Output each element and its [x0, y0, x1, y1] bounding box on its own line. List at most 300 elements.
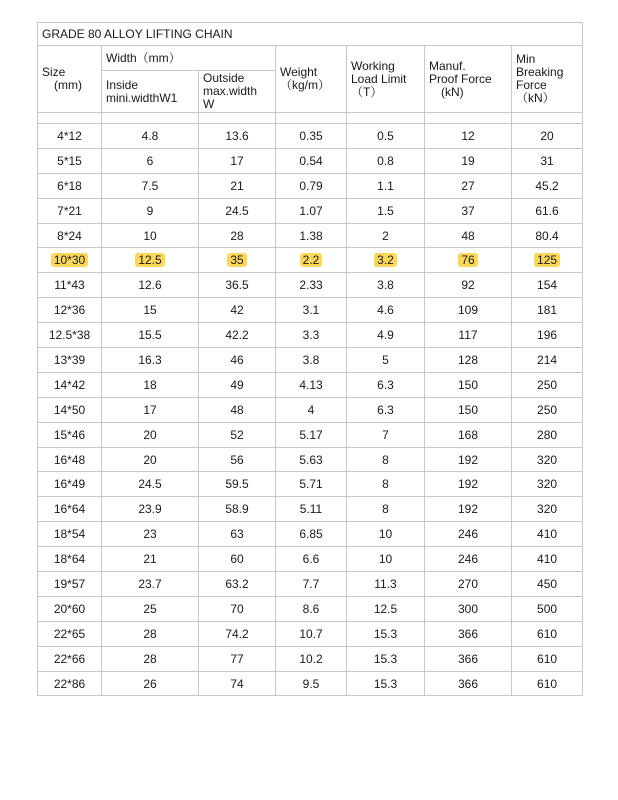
cell-proof-force: [425, 397, 512, 422]
cell-value: 15*46: [53, 427, 86, 442]
cell-working-load-limit: [347, 522, 425, 547]
cell-value: 117: [458, 328, 478, 343]
cell-outside-width: [199, 547, 276, 572]
cell-min-breaking-force: [512, 223, 583, 248]
cell-value: 16*48: [53, 452, 86, 467]
cell-working-load-limit: [347, 621, 425, 646]
cell-inside-width: [102, 198, 199, 223]
cell-size: [38, 223, 102, 248]
cell-inside-width: [102, 547, 199, 572]
cell-value: 25: [143, 601, 157, 616]
cell-value: 410: [537, 527, 558, 542]
cell-value: 1.1: [377, 178, 394, 193]
cell-value: 1.07: [299, 203, 323, 218]
cell-proof-force: [425, 447, 512, 472]
cell-working-load-limit: [347, 497, 425, 522]
cell-value: 20: [540, 128, 554, 143]
cell-weight: [276, 323, 347, 348]
cell-value: 150: [457, 377, 479, 392]
cell-value: 0.35: [299, 128, 323, 143]
cell-value: 610: [537, 626, 558, 641]
cell-size: [38, 273, 102, 298]
cell-value: 500: [537, 601, 558, 616]
cell-min-breaking-force: [512, 124, 583, 149]
cell-value: 192: [457, 452, 479, 467]
chain-spec-table: [37, 22, 583, 696]
cell-proof-force: [425, 173, 512, 198]
cell-min-breaking-force: [512, 397, 583, 422]
cell-value: 20: [143, 427, 157, 442]
cell-value: 77: [230, 651, 244, 666]
cell-value: 10*30: [51, 253, 88, 267]
cell-value: 14*42: [53, 377, 86, 392]
cell-working-load-limit: [347, 572, 425, 597]
cell-weight: [276, 248, 347, 273]
cell-working-load-limit: [347, 348, 425, 373]
cell-inside-width: [102, 173, 199, 198]
cell-value: 74.2: [225, 626, 249, 641]
cell-value: 1.5: [377, 203, 394, 218]
cell-working-load-limit: [347, 148, 425, 173]
cell-size: [38, 348, 102, 373]
table-row: [38, 124, 583, 149]
cell-proof-force: [425, 198, 512, 223]
cell-weight: [276, 572, 347, 597]
cell-value: 5.63: [299, 452, 323, 467]
cell-value: 26: [143, 676, 157, 691]
cell-min-breaking-force: [512, 372, 583, 397]
cell-value: 48: [461, 228, 475, 243]
table-row: [38, 198, 583, 223]
table-row: [38, 397, 583, 422]
cell-weight: [276, 148, 347, 173]
cell-value: 23.7: [138, 576, 162, 591]
cell-value: 10: [143, 228, 157, 243]
cell-size: [38, 198, 102, 223]
table-row: [38, 447, 583, 472]
cell-value: 154: [537, 278, 558, 293]
cell-working-load-limit: [347, 273, 425, 298]
cell-weight: [276, 596, 347, 621]
header-min-breaking-force: Min Breaking Force （kN）: [512, 46, 583, 113]
cell-value: 610: [537, 651, 558, 666]
cell-weight: [276, 397, 347, 422]
cell-outside-width: [199, 596, 276, 621]
cell-value: 19: [461, 153, 475, 168]
cell-value: 18*64: [53, 552, 86, 567]
cell-inside-width: [102, 472, 199, 497]
cell-value: 7.5: [141, 178, 159, 193]
cell-inside-width: [102, 522, 199, 547]
cell-outside-width: [199, 472, 276, 497]
cell-inside-width: [102, 323, 199, 348]
cell-size: [38, 522, 102, 547]
cell-proof-force: [425, 596, 512, 621]
cell-value: 320: [537, 477, 558, 492]
cell-value: 366: [457, 676, 479, 691]
cell-weight: [276, 671, 347, 696]
cell-inside-width: [102, 248, 199, 273]
cell-weight: [276, 522, 347, 547]
cell-value: 410: [537, 552, 558, 567]
cell-value: 22*86: [53, 676, 86, 691]
cell-value: 125: [534, 253, 560, 267]
cell-value: 18: [143, 377, 157, 392]
cell-value: 49: [230, 377, 244, 392]
cell-outside-width: [199, 422, 276, 447]
cell-min-breaking-force: [512, 348, 583, 373]
cell-value: 3.2: [374, 253, 397, 267]
cell-outside-width: [199, 397, 276, 422]
cell-value: 7.7: [302, 576, 320, 591]
cell-value: 4.13: [299, 377, 323, 392]
cell-value: 42: [230, 303, 244, 318]
cell-value: 8*24: [57, 228, 82, 243]
cell-value: 320: [537, 502, 558, 517]
cell-min-breaking-force: [512, 248, 583, 273]
cell-value: 8: [382, 477, 389, 492]
cell-working-load-limit: [347, 198, 425, 223]
cell-value: 12.6: [138, 278, 162, 293]
cell-value: 56: [230, 452, 244, 467]
cell-value: 48: [230, 402, 244, 417]
cell-value: 24.5: [138, 477, 162, 492]
cell-value: 15.3: [373, 676, 398, 691]
cell-value: 92: [461, 278, 475, 293]
cell-working-load-limit: [347, 372, 425, 397]
cell-proof-force: [425, 223, 512, 248]
cell-min-breaking-force: [512, 497, 583, 522]
cell-min-breaking-force: [512, 472, 583, 497]
cell-size: [38, 596, 102, 621]
cell-value: 0.54: [299, 153, 323, 168]
cell-outside-width: [199, 522, 276, 547]
cell-value: 8: [382, 452, 389, 467]
table-row: [38, 522, 583, 547]
cell-size: [38, 397, 102, 422]
cell-outside-width: [199, 198, 276, 223]
cell-value: 19*57: [53, 576, 86, 591]
cell-value: 15: [143, 303, 157, 318]
cell-min-breaking-force: [512, 198, 583, 223]
cell-size: [38, 148, 102, 173]
cell-value: 7: [382, 427, 389, 442]
cell-weight: [276, 124, 347, 149]
cell-size: [38, 173, 102, 198]
cell-value: 27: [461, 178, 475, 193]
cell-outside-width: [199, 497, 276, 522]
cell-value: 168: [457, 427, 479, 442]
cell-value: 4: [307, 402, 315, 417]
cell-value: 22*65: [53, 626, 86, 641]
cell-inside-width: [102, 572, 199, 597]
cell-value: 9: [146, 203, 154, 218]
cell-value: 52: [230, 427, 244, 442]
cell-size: [38, 472, 102, 497]
cell-value: 24.5: [225, 203, 249, 218]
cell-min-breaking-force: [512, 572, 583, 597]
cell-value: 3.1: [302, 303, 320, 318]
cell-value: 15.3: [373, 651, 398, 666]
cell-value: 70: [230, 601, 244, 616]
cell-value: 46: [230, 352, 244, 367]
cell-working-load-limit: [347, 223, 425, 248]
cell-min-breaking-force: [512, 273, 583, 298]
table-row: [38, 248, 583, 273]
cell-min-breaking-force: [512, 173, 583, 198]
cell-value: 3.3: [302, 328, 320, 343]
cell-inside-width: [102, 372, 199, 397]
cell-value: 10: [378, 527, 393, 542]
cell-size: [38, 497, 102, 522]
cell-weight: [276, 447, 347, 472]
cell-inside-width: [102, 596, 199, 621]
cell-working-load-limit: [347, 422, 425, 447]
cell-proof-force: [425, 273, 512, 298]
table-row: [38, 671, 583, 696]
cell-value: 10.2: [299, 651, 323, 666]
cell-size: [38, 447, 102, 472]
cell-value: 28: [143, 651, 157, 666]
cell-inside-width: [102, 671, 199, 696]
cell-value: 15.3: [373, 626, 398, 641]
cell-value: 35: [227, 253, 246, 267]
table-row: [38, 497, 583, 522]
cell-value: 61.6: [535, 203, 559, 218]
cell-value: 11*43: [54, 278, 85, 293]
cell-size: [38, 671, 102, 696]
cell-value: 28: [230, 228, 244, 243]
cell-value: 17: [230, 153, 244, 168]
cell-value: 6.3: [377, 402, 394, 417]
cell-working-load-limit: [347, 323, 425, 348]
table-row: [38, 223, 583, 248]
cell-inside-width: [102, 124, 199, 149]
cell-min-breaking-force: [512, 323, 583, 348]
cell-value: 7*21: [57, 203, 82, 218]
cell-proof-force: [425, 547, 512, 572]
cell-min-breaking-force: [512, 447, 583, 472]
cell-outside-width: [199, 148, 276, 173]
table-row: [38, 646, 583, 671]
cell-value: 366: [457, 626, 479, 641]
cell-value: 246: [457, 527, 479, 542]
cell-proof-force: [425, 646, 512, 671]
cell-value: 6.6: [302, 552, 320, 567]
cell-value: 76: [458, 253, 477, 267]
cell-value: 10.7: [299, 626, 323, 641]
cell-proof-force: [425, 248, 512, 273]
cell-value: 63.2: [225, 576, 249, 591]
cell-value: 196: [537, 328, 558, 343]
cell-value: 80.4: [535, 228, 559, 243]
cell-value: 0.8: [377, 153, 394, 168]
table-row: [38, 148, 583, 173]
cell-weight: [276, 497, 347, 522]
cell-value: 109: [457, 303, 479, 318]
cell-proof-force: [425, 671, 512, 696]
cell-value: 5.11: [299, 502, 323, 517]
cell-working-load-limit: [347, 173, 425, 198]
cell-working-load-limit: [347, 671, 425, 696]
cell-inside-width: [102, 348, 199, 373]
cell-size: [38, 248, 102, 273]
table-body: [38, 113, 583, 696]
cell-proof-force: [425, 422, 512, 447]
cell-working-load-limit: [347, 547, 425, 572]
cell-value: 128: [457, 352, 479, 367]
cell-value: 8: [382, 502, 389, 517]
cell-value: 366: [457, 651, 479, 666]
cell-min-breaking-force: [512, 646, 583, 671]
cell-value: 280: [537, 427, 558, 442]
cell-proof-force: [425, 372, 512, 397]
cell-inside-width: [102, 497, 199, 522]
cell-proof-force: [425, 572, 512, 597]
cell-value: 270: [457, 576, 479, 591]
cell-value: 0.79: [299, 178, 323, 193]
cell-value: 6: [146, 153, 154, 168]
cell-value: 20: [143, 452, 157, 467]
cell-outside-width: [199, 621, 276, 646]
cell-value: 36.5: [225, 278, 249, 293]
cell-inside-width: [102, 447, 199, 472]
cell-size: [38, 124, 102, 149]
cell-outside-width: [199, 173, 276, 198]
cell-value: 21: [230, 178, 244, 193]
header-size: Size (mm): [38, 46, 102, 113]
cell-outside-width: [199, 447, 276, 472]
cell-value: 13.6: [225, 128, 249, 143]
cell-value: 14*50: [53, 402, 86, 417]
cell-working-load-limit: [347, 248, 425, 273]
cell-value: 45.2: [535, 178, 559, 193]
cell-value: 5*15: [57, 153, 82, 168]
cell-value: 9.5: [302, 676, 320, 691]
cell-inside-width: [102, 148, 199, 173]
cell-value: 4.6: [377, 303, 394, 318]
cell-value: 60: [230, 552, 244, 567]
cell-min-breaking-force: [512, 148, 583, 173]
cell-proof-force: [425, 522, 512, 547]
cell-proof-force: [425, 323, 512, 348]
cell-value: 12: [461, 128, 475, 143]
table-row: [38, 472, 583, 497]
cell-weight: [276, 621, 347, 646]
cell-value: 59.5: [225, 477, 249, 492]
cell-working-load-limit: [347, 596, 425, 621]
cell-inside-width: [102, 646, 199, 671]
cell-value: 31: [540, 153, 554, 168]
cell-working-load-limit: [347, 298, 425, 323]
cell-outside-width: [199, 348, 276, 373]
cell-outside-width: [199, 298, 276, 323]
cell-proof-force: [425, 348, 512, 373]
header-width-group: Width（mm）: [102, 46, 276, 71]
cell-value: 58.9: [225, 502, 249, 517]
cell-value: 21: [143, 552, 157, 567]
cell-value: 22*66: [53, 651, 86, 666]
cell-proof-force: [425, 621, 512, 646]
cell-value: 320: [537, 452, 558, 467]
cell-size: [38, 323, 102, 348]
cell-outside-width: [199, 323, 276, 348]
cell-value: 16.3: [138, 352, 162, 367]
cell-value: 12.5: [373, 601, 398, 616]
cell-working-load-limit: [347, 397, 425, 422]
cell-min-breaking-force: [512, 422, 583, 447]
cell-value: 300: [457, 601, 479, 616]
cell-value: 28: [143, 626, 157, 641]
table-row: [38, 572, 583, 597]
cell-value: 23: [143, 527, 157, 542]
cell-min-breaking-force: [512, 298, 583, 323]
cell-proof-force: [425, 472, 512, 497]
cell-weight: [276, 173, 347, 198]
cell-value: 250: [537, 402, 558, 417]
cell-value: 2.2: [300, 253, 323, 267]
cell-size: [38, 646, 102, 671]
table-row: [38, 372, 583, 397]
cell-value: 214: [537, 352, 558, 367]
cell-inside-width: [102, 621, 199, 646]
cell-weight: [276, 472, 347, 497]
cell-weight: [276, 422, 347, 447]
cell-value: 17: [143, 402, 157, 417]
cell-outside-width: [199, 646, 276, 671]
cell-outside-width: [199, 273, 276, 298]
table-row: [38, 348, 583, 373]
cell-weight: [276, 372, 347, 397]
cell-proof-force: [425, 497, 512, 522]
cell-value: 4.9: [377, 328, 394, 343]
cell-min-breaking-force: [512, 596, 583, 621]
cell-inside-width: [102, 273, 199, 298]
cell-value: 6.85: [299, 527, 323, 542]
cell-value: 10: [378, 552, 393, 567]
cell-weight: [276, 298, 347, 323]
cell-value: 23.9: [138, 502, 162, 517]
cell-size: [38, 422, 102, 447]
cell-value: 450: [537, 576, 558, 591]
cell-value: 250: [537, 377, 558, 392]
table-row: [38, 323, 583, 348]
cell-value: 3.8: [377, 278, 394, 293]
cell-working-load-limit: [347, 472, 425, 497]
table-row: [38, 273, 583, 298]
cell-value: 4*12: [57, 128, 82, 143]
cell-proof-force: [425, 148, 512, 173]
cell-value: 1.38: [299, 228, 323, 243]
header-working-load-limit: Working Load Limit （T）: [347, 46, 425, 113]
cell-value: 181: [537, 303, 558, 318]
cell-value: 11.3: [374, 576, 397, 591]
cell-size: [38, 547, 102, 572]
cell-weight: [276, 223, 347, 248]
cell-value: 12.5*38: [48, 328, 91, 343]
cell-value: 16*64: [53, 502, 86, 517]
cell-value: 37: [461, 203, 475, 218]
cell-working-load-limit: [347, 646, 425, 671]
cell-proof-force: [425, 124, 512, 149]
cell-min-breaking-force: [512, 522, 583, 547]
cell-value: 4.8: [141, 128, 159, 143]
cell-value: 15.5: [138, 328, 162, 343]
table-row: [38, 621, 583, 646]
cell-value: 12*36: [53, 303, 86, 318]
cell-outside-width: [199, 248, 276, 273]
cell-value: 42.2: [225, 328, 249, 343]
